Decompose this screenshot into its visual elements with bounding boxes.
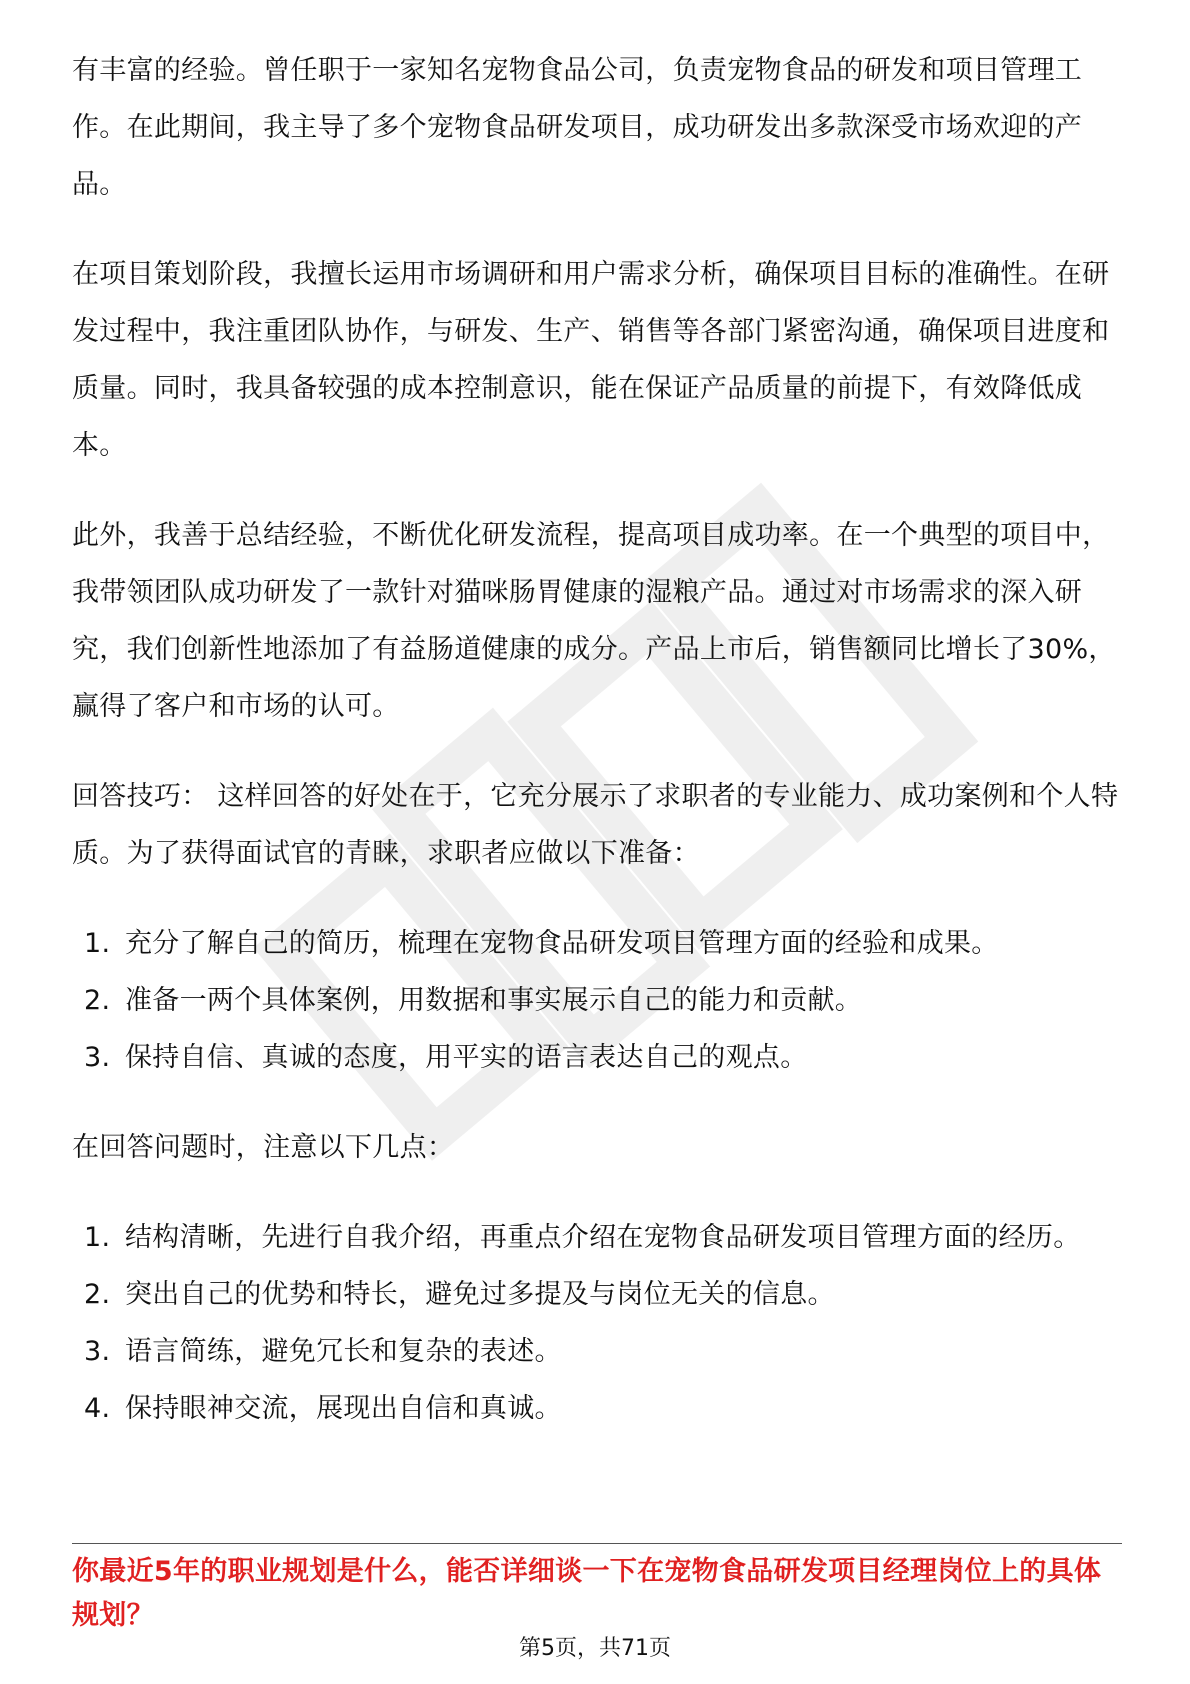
next-question-heading: 你最近5年的职业规划是什么，能否详细谈一下在宠物食品研发项目经理岗位上的具体规划？ bbox=[72, 1556, 1102, 1631]
list-text: 突出自己的优势和特长，避免过多提及与岗位无关的信息。 bbox=[125, 1279, 835, 1310]
list-item bbox=[72, 915, 1122, 972]
list-number: 3. bbox=[84, 1042, 111, 1073]
paragraph-tips: 回答技巧： 这样回答的好处在于，它充分展示了求职者的专业能力、成功案例和个人特质。为了获得面试官的青睐，求职者应做以下准备： bbox=[72, 781, 1119, 869]
list-number: 2. bbox=[84, 1279, 111, 1310]
list-item bbox=[72, 1323, 1122, 1380]
paragraph-notes-intro: 在回答问题时，注意以下几点： bbox=[72, 1132, 455, 1163]
section-divider bbox=[72, 1543, 1122, 1544]
paragraph-case: 此外，我善于总结经验，不断优化研发流程，提高项目成功率。在一个典型的项目中，我带领团队成功研发了一款针对猫咪肠胃健康的湿粮产品。通过对市场需求的深入研究，我们创新性地添加了有益肠道健康的成分。产品上市后，销售额同比增长了30%，赢得了客户和市场的认可。 bbox=[72, 520, 1116, 722]
list-text: 语言简练，避免冗长和复杂的表述。 bbox=[125, 1336, 562, 1367]
preparation-list bbox=[72, 915, 1122, 1086]
list-item bbox=[72, 1209, 1122, 1266]
list-item bbox=[72, 1029, 1122, 1086]
list-text: 准备一两个具体案例，用数据和事实展示自己的能力和贡献。 bbox=[125, 985, 863, 1016]
list-number: 4. bbox=[84, 1393, 111, 1424]
list-number: 1. bbox=[84, 928, 111, 959]
list-text: 结构清晰，先进行自我介绍，再重点介绍在宠物食品研发项目管理方面的经历。 bbox=[125, 1222, 1081, 1253]
list-text: 保持眼神交流，展现出自信和真诚。 bbox=[125, 1393, 562, 1424]
list-number: 3. bbox=[84, 1336, 111, 1367]
list-text: 保持自信、真诚的态度，用平实的语言表达自己的观点。 bbox=[125, 1042, 808, 1073]
page-footer: 第5页，共71页 bbox=[519, 1636, 671, 1661]
paragraph-experience: 有丰富的经验。曾任职于一家知名宠物食品公司，负责宠物食品的研发和项目管理工作。在此期间，我主导了多个宠物食品研发项目，成功研发出多款深受市场欢迎的产品。 bbox=[72, 55, 1083, 200]
list-item bbox=[72, 1380, 1122, 1437]
list-number: 1. bbox=[84, 1222, 111, 1253]
list-text: 充分了解自己的简历，梳理在宠物食品研发项目管理方面的经验和成果。 bbox=[125, 928, 999, 959]
list-number: 2. bbox=[84, 985, 111, 1016]
paragraph-planning: 在项目策划阶段，我擅长运用市场调研和用户需求分析，确保项目目标的准确性。在研发过程中，我注重团队协作，与研发、生产、销售等各部门紧密沟通，确保项目进度和质量。同时，我具备较强的成本控制意识，能在保证产品质量的前提下，有效降低成本。 bbox=[72, 259, 1110, 461]
notes-list bbox=[72, 1209, 1122, 1437]
list-item bbox=[72, 1266, 1122, 1323]
list-item bbox=[72, 972, 1122, 1029]
document-body bbox=[72, 42, 1122, 1470]
